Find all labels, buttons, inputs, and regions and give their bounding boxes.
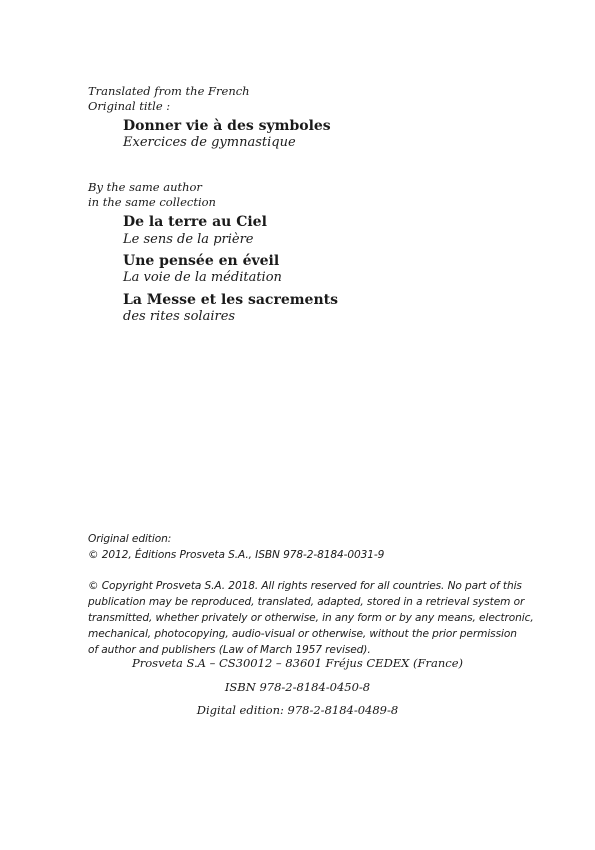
same-author-label: By the same author bbox=[88, 180, 202, 194]
book-title: De la terre au Ciel bbox=[123, 214, 267, 230]
book-title: Une pensée en éveil bbox=[123, 253, 280, 269]
book-subtitle: La voie de la méditation bbox=[123, 270, 282, 285]
copyright-line: © Copyright Prosveta S.A. 2018. All rights reserved for all countries. No part of this bbox=[88, 580, 522, 592]
digital-isbn: Digital edition: 978-2-8184-0489-8 bbox=[196, 703, 399, 717]
book-subtitle: des rites solaires bbox=[123, 309, 236, 324]
copyright-line: of author and publishers (Law of March 1957 revised). bbox=[88, 644, 371, 656]
original-edition-details: © 2012, Éditions Prosveta S.A., ISBN 978-2-8184-0031-9 bbox=[88, 549, 385, 561]
original-title-label: Original title : bbox=[88, 99, 171, 113]
original-title: Donner vie à des symboles bbox=[123, 118, 331, 134]
isbn: ISBN 978-2-8184-0450-8 bbox=[224, 680, 371, 694]
same-collection-label: in the same collection bbox=[88, 195, 216, 209]
book-subtitle: Le sens de la prière bbox=[123, 232, 254, 247]
copyright-line: transmitted, whether privately or otherwise, in any form or by any means, electronic, bbox=[88, 612, 534, 624]
copyright-line: mechanical, photocopying, audio-visual or otherwise, without the prior permission bbox=[88, 628, 517, 640]
original-edition-label: Original edition: bbox=[88, 533, 172, 545]
copyright-line: publication may be reproduced, translated, adapted, stored in a retrieval system or bbox=[88, 596, 525, 608]
publisher-address: Prosveta S.A – CS30012 – 83601 Fréjus CEDEX (France) bbox=[132, 656, 463, 670]
translated-from-label: Translated from the French bbox=[88, 84, 250, 98]
original-subtitle: Exercices de gymnastique bbox=[123, 135, 296, 150]
book-title: La Messe et les sacrements bbox=[123, 292, 338, 308]
